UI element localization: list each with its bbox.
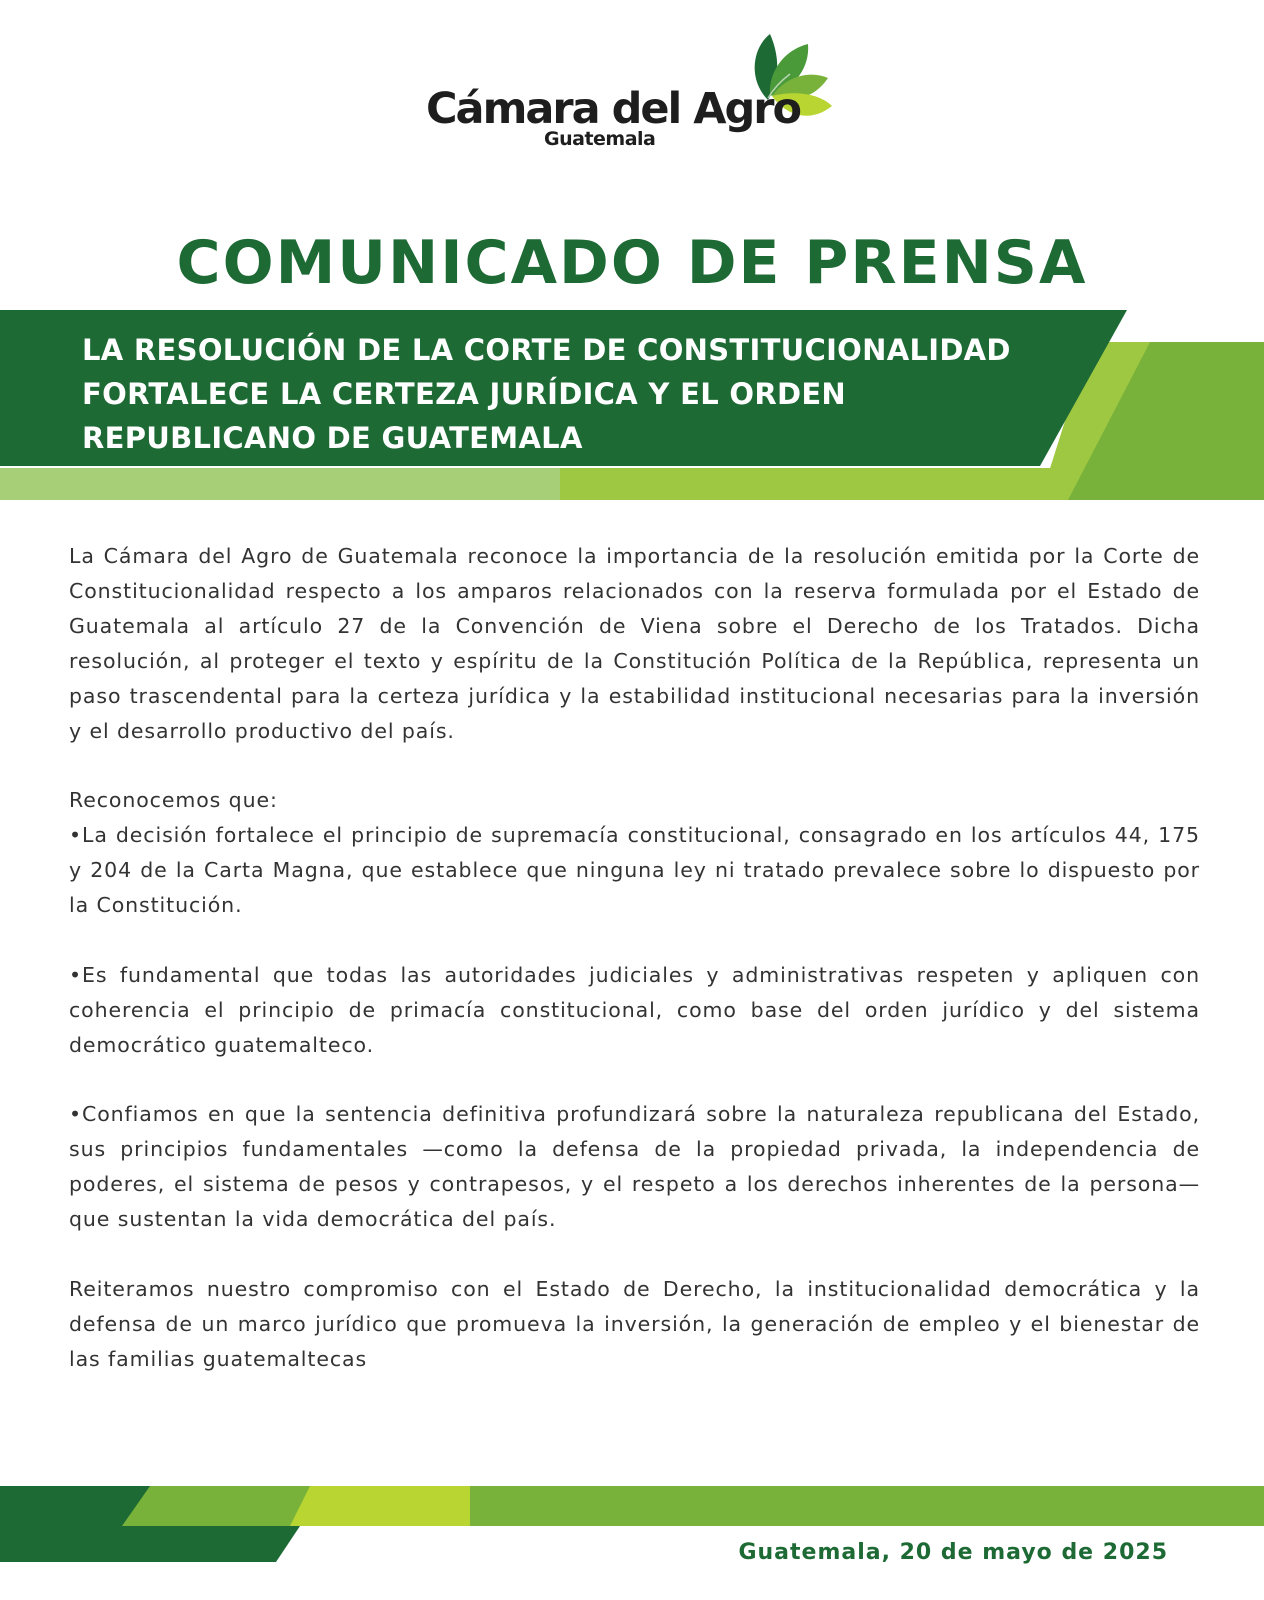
- banner-headline: [82, 328, 1082, 460]
- press-release-body: [69, 539, 1200, 1377]
- list-heading: Reconocemos que:: [69, 788, 278, 813]
- logo-country: Guatemala: [544, 128, 656, 150]
- page-title: COMUNICADO DE PRENSA: [176, 228, 1088, 298]
- logo: [0, 0, 1264, 170]
- closing-paragraph: Reiteramos nuestro compromiso con el Estado de Derecho, la institucionalidad democrática y la defensa de un marco jurídico que promueva la inversión, la generación de empleo y el bienestar de las familias guatemaltecas: [69, 1276, 1200, 1371]
- bullet-item: •Es fundamental que todas las autoridades judiciales y administrativas respeten y apliquen con coherencia el principio de primacía constitucional, como base del orden jurídico y del sistema democrático guatemalteco.: [69, 962, 1200, 1057]
- intro-paragraph: La Cámara del Agro de Guatemala reconoce la importancia de la resolución emitida por la Corte de Constitucionalidad respecto a los amparos relacionados con la reserva formulada por el Estado de Guatemala al artículo 27 de la Convención de Viena sobre el Derecho de los Tratados. Dicha resolución, al proteger el texto y espíritu de la Constitución Política de la República, representa un paso trascendental para la certeza jurídica y la estabilidad institucional necesarias para la inversión y el desarrollo productivo del país.: [69, 544, 1200, 743]
- headline-line: LA RESOLUCIÓN DE LA CORTE DE CONSTITUCIONALIDAD: [82, 333, 1011, 367]
- bullet-item: •Confiamos en que la sentencia definitiva profundizará sobre la naturaleza republicana del Estado, sus principios fundamentales —como la defensa de la propiedad privada, la independencia de poderes, el sistema de pesos y contrapesos, y el respeto a los derechos inherentes de la persona— que sustentan la vida democrática del país.: [69, 1102, 1200, 1232]
- headline-line: FORTALECE LA CERTEZA JURÍDICA Y EL ORDEN: [82, 377, 847, 411]
- footer: [0, 1486, 1264, 1600]
- bullet-item: •La decisión fortalece el principio de supremacía constitucional, consagrado en los artículos 44, 175 y 204 de la Carta Magna, que establece que ninguna ley ni tratado prevalece sobre lo dispuesto por la Constitución.: [69, 823, 1200, 918]
- headline-banner: [0, 308, 1264, 500]
- logo-name: Cámara del Agro: [426, 84, 801, 134]
- release-date: Guatemala, 20 de mayo de 2025: [738, 1540, 1168, 1565]
- headline-line: REPUBLICANO DE GUATEMALA: [82, 421, 583, 455]
